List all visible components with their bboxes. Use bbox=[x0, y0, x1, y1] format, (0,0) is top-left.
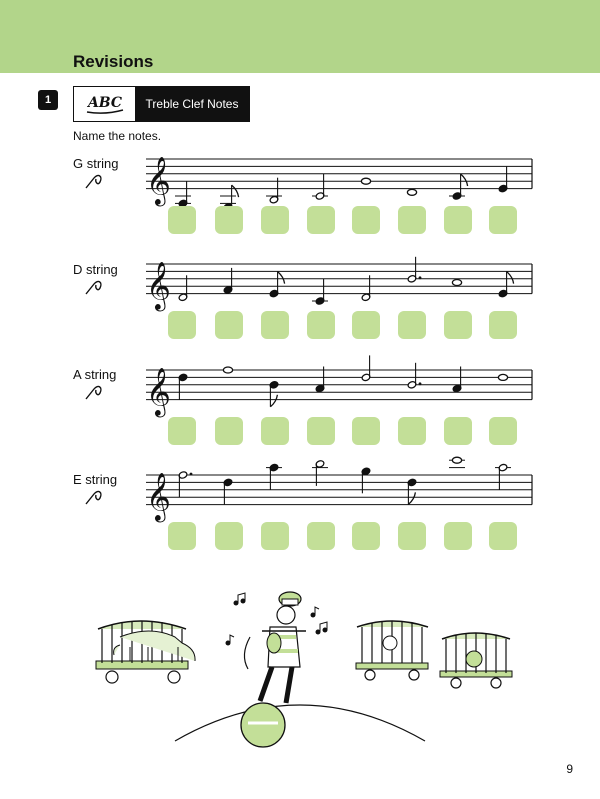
note-head bbox=[498, 374, 507, 380]
violinist-on-ball-icon bbox=[241, 592, 306, 747]
note-head bbox=[407, 189, 416, 195]
answer-box[interactable] bbox=[489, 206, 517, 234]
note-head bbox=[223, 367, 232, 373]
answer-box[interactable] bbox=[307, 311, 335, 339]
note bbox=[312, 279, 328, 305]
note-dot bbox=[190, 473, 193, 476]
note-head bbox=[361, 178, 370, 184]
answer-box[interactable] bbox=[489, 311, 517, 339]
note bbox=[266, 463, 282, 489]
answer-box[interactable] bbox=[215, 522, 243, 550]
answer-box[interactable] bbox=[398, 311, 426, 339]
answer-box[interactable] bbox=[168, 206, 196, 234]
answer-box[interactable] bbox=[261, 311, 289, 339]
bear-cage-icon bbox=[356, 621, 428, 680]
answer-box[interactable] bbox=[307, 417, 335, 445]
note bbox=[178, 471, 192, 497]
answer-box[interactable] bbox=[489, 522, 517, 550]
string-label-e: E string bbox=[73, 472, 118, 487]
note-dot bbox=[419, 276, 422, 279]
note bbox=[407, 478, 417, 504]
answer-box[interactable] bbox=[352, 417, 380, 445]
lion-cage-icon bbox=[440, 633, 512, 688]
answer-box[interactable] bbox=[444, 311, 472, 339]
note bbox=[361, 178, 370, 184]
treble-clef-icon: 𝄞 bbox=[146, 260, 171, 310]
staff-g-string bbox=[140, 153, 532, 205]
answer-box[interactable] bbox=[489, 417, 517, 445]
staff-a-string bbox=[140, 364, 532, 416]
answer-box[interactable] bbox=[352, 522, 380, 550]
answer-box[interactable] bbox=[398, 522, 426, 550]
answer-box[interactable] bbox=[168, 417, 196, 445]
answer-box[interactable] bbox=[398, 417, 426, 445]
answer-box[interactable] bbox=[215, 206, 243, 234]
topic-label: Treble Clef Notes bbox=[135, 87, 249, 121]
answer-box[interactable] bbox=[261, 522, 289, 550]
circus-illustration bbox=[0, 585, 600, 755]
answer-box[interactable] bbox=[307, 206, 335, 234]
answer-box[interactable] bbox=[215, 417, 243, 445]
page-title: Revisions bbox=[73, 52, 154, 71]
answer-box[interactable] bbox=[307, 522, 335, 550]
note bbox=[361, 355, 371, 381]
answer-box[interactable] bbox=[444, 522, 472, 550]
treble-clef-icon: 𝄞 bbox=[146, 155, 171, 205]
note bbox=[175, 181, 191, 207]
note bbox=[269, 381, 279, 407]
abc-logo bbox=[74, 87, 135, 121]
ground-arc bbox=[175, 705, 425, 741]
note-dot bbox=[419, 382, 422, 385]
string-label-g: G string bbox=[73, 156, 119, 171]
bow-icon bbox=[84, 488, 104, 506]
note bbox=[495, 463, 511, 489]
answer-box[interactable] bbox=[168, 311, 196, 339]
note bbox=[178, 373, 188, 399]
note-flag bbox=[507, 272, 514, 284]
note-flag bbox=[461, 174, 468, 186]
note bbox=[498, 374, 507, 380]
treble-clef-icon: 𝄞 bbox=[146, 471, 171, 521]
answer-box[interactable] bbox=[444, 206, 472, 234]
instruction-text: Name the notes. bbox=[73, 129, 162, 143]
note-head bbox=[452, 457, 461, 463]
string-label-d: D string bbox=[73, 262, 118, 277]
note bbox=[223, 478, 233, 504]
answer-box[interactable] bbox=[261, 417, 289, 445]
note-flag bbox=[270, 395, 277, 407]
note bbox=[449, 457, 465, 467]
exercise-number: 1 bbox=[38, 90, 58, 110]
note-flag bbox=[408, 492, 415, 504]
note bbox=[452, 280, 461, 286]
page-number: 9 bbox=[566, 762, 573, 776]
bow-icon bbox=[84, 278, 104, 296]
staff-e-string bbox=[140, 469, 532, 521]
answer-box[interactable] bbox=[444, 417, 472, 445]
topic-box bbox=[73, 86, 250, 122]
answer-box[interactable] bbox=[352, 206, 380, 234]
note-flag bbox=[278, 272, 285, 284]
abc-logo-icon bbox=[79, 91, 131, 117]
note-head bbox=[452, 280, 461, 286]
answer-box[interactable] bbox=[352, 311, 380, 339]
note bbox=[407, 189, 416, 195]
note bbox=[498, 167, 508, 193]
answer-box[interactable] bbox=[168, 522, 196, 550]
bow-icon bbox=[84, 172, 104, 190]
string-label-a: A string bbox=[73, 367, 117, 382]
elephant-cage-icon bbox=[96, 621, 195, 683]
note bbox=[449, 174, 468, 200]
bow-icon bbox=[84, 383, 104, 401]
staff-d-string bbox=[140, 258, 532, 310]
answer-box[interactable] bbox=[398, 206, 426, 234]
treble-clef-icon: 𝄞 bbox=[146, 366, 171, 416]
note bbox=[312, 174, 328, 200]
answer-box[interactable] bbox=[215, 311, 243, 339]
note bbox=[223, 367, 232, 373]
abc-logo-text: ABC bbox=[87, 95, 122, 111]
answer-box[interactable] bbox=[261, 206, 289, 234]
note-flag bbox=[232, 185, 239, 197]
